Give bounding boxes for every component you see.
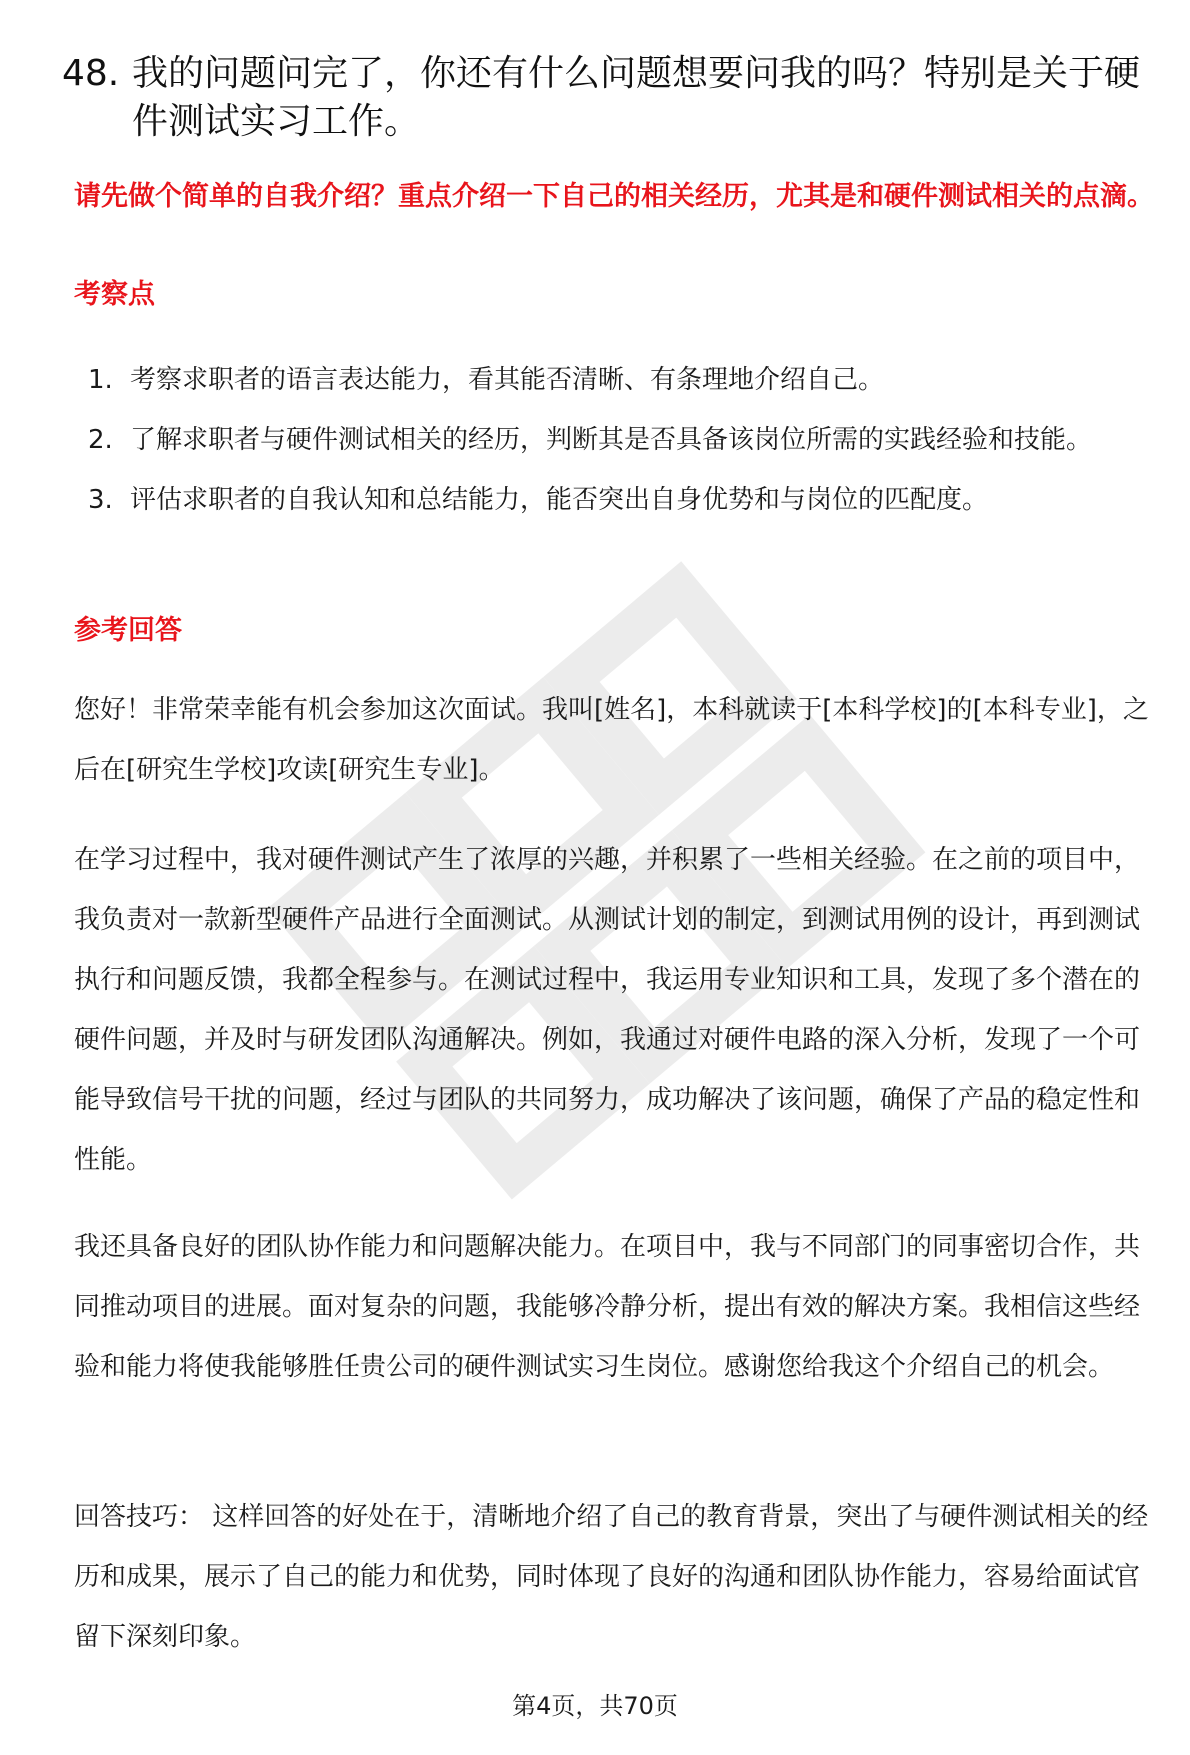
assessment-label: 考察点	[74, 279, 155, 310]
list-item-index: 2.	[88, 425, 113, 455]
list-item-text: 评估求职者的自我认知和总结能力，能否突出自身优势和与岗位的匹配度。	[130, 485, 989, 515]
reference-label: 参考回答	[74, 615, 182, 646]
answer-tips-paragraph: 回答技巧： 这样回答的好处在于，清晰地介绍了自己的教育背景，突出了与硬件测试相关的经历和成果，展示了自己的能力和优势，同时体现了良好的沟通和团队协作能力，容易给面试官留下深刻印象。	[74, 1502, 1149, 1652]
list-item-text: 了解求职者与硬件测试相关的经历，判断其是否具备该岗位所需的实践经验和技能。	[130, 425, 1093, 455]
prompt-heading: 请先做个简单的自我介绍？重点介绍一下自己的相关经历，尤其是和硬件测试相关的点滴。	[74, 181, 1154, 212]
page-footer: 第4页，共70页	[512, 1692, 678, 1720]
answer-paragraph: 在学习过程中，我对硬件测试产生了浓厚的兴趣，并积累了一些相关经验。在之前的项目中，我负责对一款新型硬件产品进行全面测试。从测试计划的制定，到测试用例的设计，再到测试执行和问题反馈，我都全程参与。在测试过程中，我运用专业知识和工具，发现了多个潜在的硬件问题，并及时与研发团队沟通解决。例如，我通过对硬件电路的深入分析，发现了一个可能导致信号干扰的问题，经过与团队的共同努力，成功解决了该问题，确保了产品的稳定性和性能。	[74, 845, 1141, 1175]
list-item-index: 1.	[88, 365, 113, 395]
list-item	[88, 350, 1168, 410]
assessment-list	[88, 350, 1168, 530]
answer-paragraph: 您好！非常荣幸能有机会参加这次面试。我叫[姓名]，本科就读于[本科学校]的[本科专业]，之后在[研究生学校]攻读[研究生专业]。	[74, 695, 1149, 785]
list-item	[88, 470, 1168, 530]
question-number: 48.	[62, 53, 120, 94]
list-item	[88, 410, 1168, 470]
question-text: 我的问题问完了，你还有什么问题想要问我的吗？特别是关于硬件测试实习工作。	[132, 53, 1141, 142]
list-item-index: 3.	[88, 485, 113, 515]
answer-paragraph: 我还具备良好的团队协作能力和问题解决能力。在项目中，我与不同部门的同事密切合作，共同推动项目的进展。面对复杂的问题，我能够冷静分析，提出有效的解决方案。我相信这些经验和能力将使我能够胜任贵公司的硬件测试实习生岗位。感谢您给我这个介绍自己的机会。	[74, 1232, 1141, 1382]
list-item-text: 考察求职者的语言表达能力，看其能否清晰、有条理地介绍自己。	[130, 365, 885, 395]
question-title	[62, 50, 1152, 146]
